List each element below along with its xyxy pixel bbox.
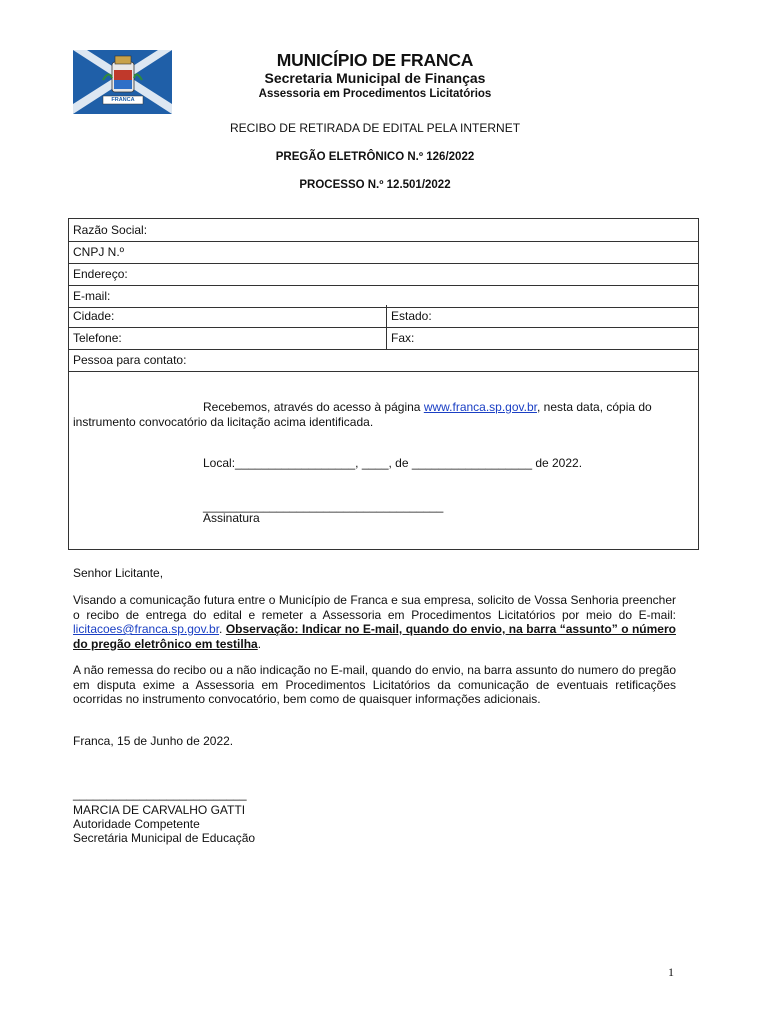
licitacoes-email-link[interactable]: licitacoes@franca.sp.gov.br [73,622,220,636]
signature-label: Assinatura [203,511,260,525]
field-label-endereco: Endereço: [73,267,128,281]
form-row-razao-social [69,219,698,242]
column-divider [386,327,387,349]
receipt-text-pre: Recebemos, através do acesso à página [203,400,424,414]
franca-website-link[interactable]: www.franca.sp.gov.br [423,400,537,414]
form-row-contato [69,349,698,372]
signer-name: MARCIA DE CARVALHO GATTI [73,803,246,817]
receipt-statement-line-1 [73,400,694,415]
local-date-line: Local:__________________, ____, de __________________ de 2022. [203,456,583,470]
letter-signature-line: __________________________ [73,787,247,801]
field-label-email: E-mail: [73,289,111,303]
form-row-telefone [69,327,698,350]
paragraph-1-text: Visando a comunicação futura entre o Município de Franca e sua empresa, solicito de Vossa Senhoria preencher o recibo de entrega do edital e remeter a Assessoria em Procedimentos Licitatórios por meio do E-mail: [73,593,676,622]
field-label-cidade: Cidade: [73,309,115,323]
column-divider [386,305,387,327]
letter-date: Franca, 15 de Junho de 2022. [73,734,234,748]
page-number: 1 [668,965,674,979]
receipt-statement [73,400,694,430]
franca-coat-of-arms-logo [73,50,172,114]
letter-paragraph-2: A não remessa do recibo ou a não indicação no E-mail, quando do envio, na barra assunto do numero do pregão em disputa exime a Assessoria em Procedimentos Licitatórios da comunicação de eventuais retificações ocorridas no instrumento convocatório, bem como de quaisquer informações adicionais. [73,663,676,706]
receipt-form [68,218,699,550]
page-subtitle: Secretaria Municipal de Finanças [264,70,486,86]
pregao-number: PREGÃO ELETRÔNICO N.º 126/2022 [275,151,475,163]
field-label-telefone: Telefone: [73,331,122,345]
signature-line: ____________________________________ [203,499,444,513]
page-subtitle-2: Assessoria em Procedimentos Licitatórios [258,88,492,100]
receipt-text-post: , nesta data, cópia do [536,400,652,414]
field-label-estado: Estado: [391,309,432,323]
signer-role: Autoridade Competente [73,817,200,831]
observation-note: Observação: Indicar no E-mail, quando do envio, na barra “assunto” o número do pregão eletrônico em testilha [73,622,676,651]
document-heading: RECIBO DE RETIRADA DE EDITAL PELA INTERNET [229,121,521,135]
paragraph-1-sep: . [219,622,226,636]
processo-number: PROCESSO N.º 12.501/2022 [299,179,451,191]
letter-paragraph-1 [73,593,676,651]
form-row-cnpj [69,241,698,264]
field-label-cnpj: CNPJ N.º [73,245,125,259]
field-label-razao-social: Razão Social: [73,223,148,237]
signer-department: Secretária Municipal de Educação [73,831,256,845]
page-title: MUNICÍPIO DE FRANCA [276,50,474,70]
form-row-cidade [69,305,698,328]
paragraph-1-end: . [257,636,262,651]
form-row-endereco [69,263,698,286]
letter-greeting: Senhor Licitante, [73,566,164,580]
receipt-statement-line-2: instrumento convocatório da licitação acima identificada. [73,415,374,429]
field-label-fax: Fax: [391,331,415,345]
field-label-contato: Pessoa para contato: [73,353,187,367]
logo-text: FRANCA [111,97,135,103]
